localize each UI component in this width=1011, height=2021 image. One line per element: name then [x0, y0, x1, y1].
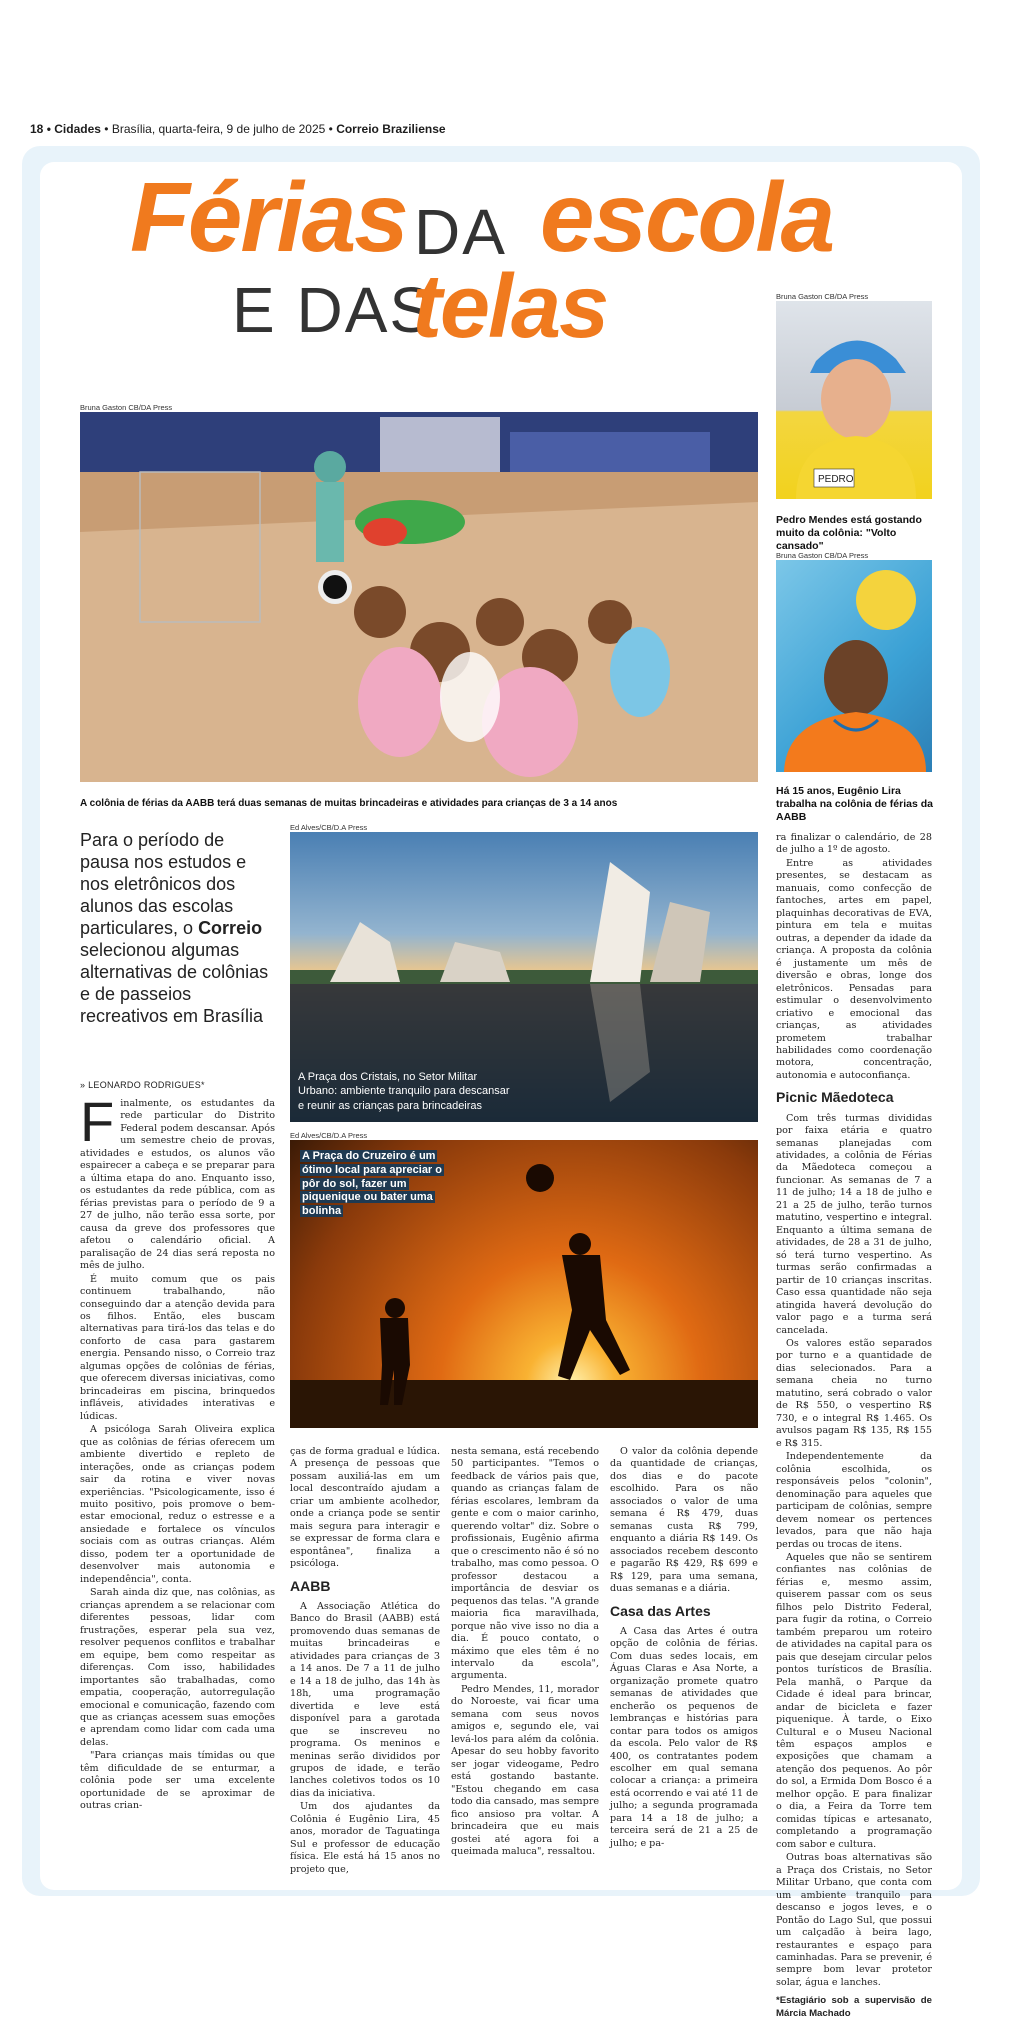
page-number: 18 — [30, 122, 44, 136]
article-paragraph: O valor da colônia depende da quantidade de crianças, dos dias e do pacote escolhido. Para os não associados o valor de uma semana é R$ 479, duas semanas custa R$ 799, enquanto a diária R$ 149. Os associados recebem desconto e pagarão R$ 429, R$ 699 e R$ 129, para uma semana, duas semanas e a diária. — [610, 1446, 758, 1595]
section-heading-casa-das-artes: Casa das Artes — [610, 1602, 711, 1619]
article-paragraph: Independentemente da colônia escolhida, os responsáveis pelos "colonin", denominação para aqueles que participam de colônias, sempre devem nomear os pertences levados, para que não haja perdas ou trocas de itens. — [776, 1451, 932, 1550]
article-paragraph: Os valores estão separados por turno e a quantidade de dias selecionados. Para a semana cheia no turno matutino, será cobrado o valor de R$ 550, o vespertino R$ 730, e o integral R$ 1.465. Os avulsos pagam R$ 135, R$ 155 e R$ 315. — [776, 1338, 932, 1449]
lede-text-2: selecionou algumas alternativas de colônias e de passeios recreativos em Brasília — [80, 939, 269, 1026]
lede — [80, 830, 270, 1028]
article-column-2 — [290, 1446, 440, 1877]
main-photo-caption: A colônia de férias da AABB terá duas semanas de muitas brincadeiras e atividades para crianças de 3 a 14 anos — [80, 798, 618, 809]
page-header: 18 • Cidades • Brasília, quarta-feira, 9 de julho de 2025 • Correio Braziliense — [30, 122, 446, 136]
article-paragraph: A psicóloga Sarah Oliveira explica que as colônias de férias oferecem um ambiente divertido e repleto de interações, onde as crianças podem sair da rotina e viver novas experiências. "Psicologicamente, isso é muito positivo, pois promove o bem-estar emocional, reduz o estresse e a ansiedade e fortalece os vínculos sociais com as outras crianças. Além disso, podem ter a oportunidade de desenvolver mais autonomia e independência", conta. — [80, 1424, 275, 1585]
dropcap: F — [80, 1090, 115, 1153]
eugenio-photo-credit: Bruna Gaston CB/DA Press — [776, 551, 869, 560]
headline-ferias: Férias — [130, 162, 407, 272]
article-paragraph: A Associação Atlética do Banco do Brasil (AABB) está promovendo duas semanas de muitas brincadeiras e atividades para crianças de 3 a 14 anos. De 7 a 11 de julho e 14 a 18 de julho, das 14h às 18h, uma programação divertida e leve está disponível para a garotada que se inscreveu no programa. Os meninos e meninas serão divididos por grupos de idade, e terão lanches coletivos todos os 10 dias da iniciativa. — [290, 1600, 440, 1799]
date-line: Brasília, quarta-feira, 9 de julho de 2025 — [111, 122, 326, 136]
eugenio-photo-caption: Há 15 anos, Eugênio Lira trabalha na colônia de férias da AABB — [776, 785, 933, 824]
cruzeiro-photo-caption — [300, 1150, 450, 1219]
article-paragraph: Pedro Mendes, 11, morador do Noroeste, vai ficar uma semana com seus novos amigos e, segundo ele, vai levá-los para além da colônia. Apesar do seu hobby favorito ser jogar videogame, Pedro está gostando bastante. "Estou chegando em casa todo dia cansado, mas sempre fico ansioso pra voltar. A brincadeira que eu mais gostei até agora foi a queimada maluca", ressaltou. — [451, 1683, 599, 1857]
pedro-photo-caption: Pedro Mendes está gostando muito da colônia: "Volto cansado" — [776, 514, 922, 553]
headline-escola: escola — [540, 162, 834, 272]
article-paragraph: Outras boas alternativas são a Praça dos Cristais, no Setor Militar Urbano, que conta com um ambiente tranquilo para descanso e jogos leves, e o Pontão do Lago Sul, que possui um calçadão à beira lago, restaurantes e espaço para caminhadas. Para se prevenir, é sempre bom levar protetor solar, água e lanches. — [776, 1852, 932, 1988]
article-paragraph: "Para crianças mais tímidas ou que têm dificuldade de se enturmar, a colônia pode ser uma excelente oportunidade de se aproximar de outras crian- — [80, 1750, 275, 1812]
cruzeiro-caption-text: A Praça do Cruzeiro é um ótimo local para apreciar o pôr do sol, fazer um piquenique ou bater uma bolinha — [302, 1150, 442, 1217]
byline: » LEONARDO RODRIGUES* — [80, 1080, 205, 1090]
article-column-3 — [451, 1446, 599, 1859]
section-heading-picnic: Picnic Mãedoteca — [776, 1089, 894, 1106]
article-paragraph: nesta semana, está recebendo 50 participantes. "Temos o feedback de vários pais que, quando as crianças falam de férias escolares, lembram da gente e com o maior carinho, querendo voltar" diz. Sobre o profissionais, Eugênio afirma que o crescimento não é só no trabalho, mas como pessoa. O professor destacou a importância de desviar os pequenos das telas. "A grande maioria fica maravilhada, porque não vive isso no dia a dia. É pouco contato, o máximo que eles têm é no intervalo da escola", argumenta. — [451, 1446, 599, 1682]
man-portrait-illustration — [776, 560, 932, 772]
lede-brand: Correio — [198, 917, 263, 938]
publication-name: Correio Braziliense — [336, 122, 446, 136]
children-playing-illustration — [80, 412, 758, 782]
section-name: Cidades — [54, 122, 101, 136]
section-heading-aabb: AABB — [290, 1577, 331, 1594]
boy-portrait-illustration — [776, 301, 932, 499]
article-paragraph: Com três turmas divididas por faixa etária e quatro semanas planejadas com atividades, a colônia de Férias da Mãedoteca começou a funcionar. As semanas de 7 a 11 de julho; 14 a 18 de julho e 21 a 25 de julho, terão turnos matutino, vespertino e integral. Enquanto a última semana de atividades, de 28 a 31 de julho, só terá turno vespertino. As turmas serão confirmadas a partir de 10 crianças inscritas. Caso essa quantidade não seja atingida haverá devolução do valor pago e a turma será cancelada. — [776, 1112, 932, 1336]
cristais-photo-credit: Ed Alves/CB/D.A Press — [290, 823, 368, 832]
cruzeiro-photo-credit: Ed Alves/CB/D.A Press — [290, 1131, 368, 1140]
main-photo-credit: Bruna Gaston CB/DA Press — [80, 403, 173, 412]
lede-text-1: Para o período de pausa nos estudos e nos eletrônicos dos alunos das escolas particulares, o — [80, 830, 247, 938]
main-photo — [80, 412, 758, 782]
pedro-photo-credit: Bruna Gaston CB/DA Press — [776, 292, 869, 301]
article-paragraph: ra finalizar o calendário, de 28 de julho a 1º de agosto. — [776, 832, 932, 856]
article-column-5 — [776, 832, 932, 2021]
name-tag-text: PEDRO — [818, 474, 854, 485]
article-paragraph: A Casa das Artes é outra opção de colônia de férias. Com duas sedes locais, em Águas Claras e Asa Norte, a organização promete quatro semanas de atividades que encherão os pequenos de lembranças e histórias para contar para todos os amigos da escola. Pelo valor de R$ 400, os contratantes podem escolher em qual semana colocar a criança: a primeira está ocorrendo e vai até 11 de julho; a segunda programada para 14 a 18 de julho; a terceira será de 21 a 25 de julho; e pa- — [610, 1625, 758, 1849]
article-paragraph: Entre as atividades presentes, se destacam as manuais, como confecção de fantoches, artes em papel, plaquinhas decorativas de EVA, pintura em tela e muitas outras, a depender da idade da criança. A proposta da colônia é justamente um mês de diversão e obras, longe dos eletrônicos. Pensadas para estimular o desenvolvimento criativo e emocional das crianças, as atividades prometem trabalhar habilidades como coordenação motora, concentração, autonomia e autoconfiança. — [776, 857, 932, 1081]
headline-da: DA — [414, 196, 507, 268]
headline-e-das: E DAS — [232, 274, 435, 346]
article-column-1 — [80, 1090, 275, 1814]
eugenio-photo — [776, 560, 932, 772]
cristais-photo-caption: A Praça dos Cristais, no Setor Militar Urbano: ambiente tranquilo para descansar e reunir as crianças para brincadeiras — [298, 1071, 510, 1112]
headline-telas: telas — [412, 257, 608, 357]
article-paragraph: ças de forma gradual e lúdica. A presença de pessoas que possam auxiliá-las em um local descontraído ajudam a criar um ambiente acolhedor, onde a criança pode se sentir mais segura para interagir e se expressar de forma clara e espontânea", finaliza a psicóloga. — [290, 1446, 440, 1570]
paragraph-text: inalmente, os estudantes da rede particular do Distrito Federal podem descansar. Após um semestre cheio de provas, atividades e estudos, os alunos vão espairecer a cabeça e se preparar para a última etapa do ano. Enquanto isso, os estudantes da rede pública, com as férias previstas para o período de 9 a 27 de julho, não terão essa sorte, por causa da greve dos professores que afetou o calendário oficial. A paralisação de 24 dias será reposta no mês de julho. — [80, 1098, 275, 1272]
article-paragraph — [80, 1090, 275, 1273]
article-paragraph: Sarah ainda diz que, nas colônias, as crianças aprendem a se relacionar com diferentes pessoas, lidar com frustrações, esperar pela sua vez, resolver pequenos conflitos e trabalhar em equipe, bem como respeitar as diferenças. Com isso, habilidades importantes são trabalhadas, como empatia, cooperação, autorregulação emocional e comunicação, fazendo com que as crianças acessem suas emoções e aprendam como lidar com cada uma delas. — [80, 1587, 275, 1748]
article-paragraph: Um dos ajudantes da Colônia é Eugênio Lira, 45 anos, morador de Taguatinga Sul e professor de educação física. Ele está há 15 anos no projeto que, — [290, 1801, 440, 1875]
article-paragraph: Aqueles que não se sentirem confiantes nas colônias de férias e, mesmo assim, quiserem passar com os seus filhos pelo Distrito Federal, para fugir da rotina, o Correio também preparou um roteiro de atividades na capital para os pais que desejam circular pelos pontos turísticos de Brasília. Pela manhã, o Parque da Cidade é ideal para brincar, andar de bicicleta e fazer piquenique. À tarde, o Eixo Cultural e o Museu Nacional têm espaços amplos e exposições que chamam a atenção dos pequenos. Ao pôr do sol, a Ermida Dom Bosco é a melhor opção. E para finalizar o dia, a Feira da Torre tem comidas típicas e artesanato, completando a programação com sabor e cultura. — [776, 1551, 932, 1850]
article-column-4 — [610, 1446, 758, 1851]
pedro-photo — [776, 301, 932, 499]
article-paragraph: É muito comum que os pais continuem trabalhando, não conseguindo dar a atenção devida para os filhos. Então, eles buscam alternativas para tirá-los das telas e do conforto de casa para gastarem energia. Pensando nisso, o Correio traz algumas opções de colônias de férias, que oferecem diversas iniciativas, como brincadeiras em piscina, brinquedos infláveis, atividades interativas e lúdicas. — [80, 1273, 275, 1422]
footnote: *Estagiário sob a supervisão de Márcia Machado — [776, 1995, 932, 2019]
